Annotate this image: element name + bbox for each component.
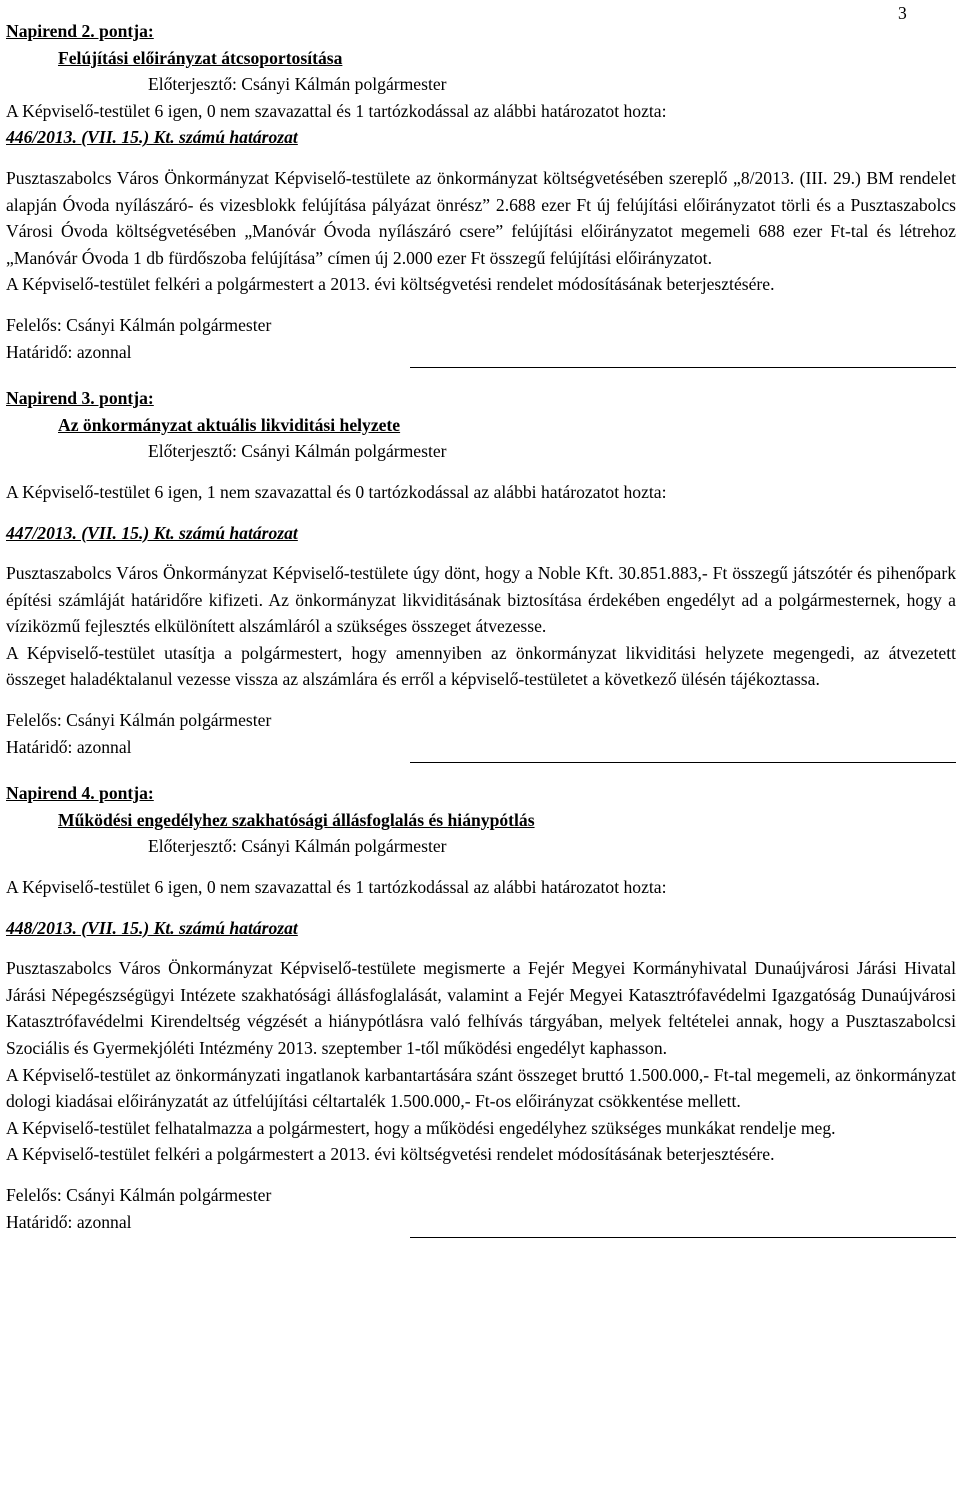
agenda-heading: Napirend 2. pontja: — [6, 21, 154, 41]
page-number: 3 — [898, 3, 907, 23]
separator-line — [410, 1237, 956, 1238]
responsible: Felelős: Csányi Kálmán polgármester — [6, 1184, 272, 1205]
separator-line — [410, 367, 956, 368]
agenda-section — [6, 385, 956, 763]
deadline: Határidő: azonnal — [6, 736, 132, 757]
responsible: Felelős: Csányi Kálmán polgármester — [6, 710, 272, 731]
agenda-heading: Napirend 4. pontja: — [6, 783, 154, 804]
deadline: Határidő: azonnal — [6, 1211, 132, 1232]
resolution-paragraph: A Képviselő-testület utasítja a polgármestert, hogy amennyiben az önkormányzat likviditási helyzete megengedi, az átvezetett összeget haladéktalanul vezesse vissza az alszámlára és erről a képviselő-testületet a következő ülésén tájékoztassa. — [6, 642, 956, 690]
vote-statement: A Képviselő-testület 6 igen, 0 nem szavazattal és 1 tartózkodással az alábbi határozatot hozta: — [6, 877, 667, 898]
agenda-section — [6, 780, 956, 1238]
resolution-paragraph: Pusztaszabolcs Város Önkormányzat Képviselő-testülete megismerte a Fejér Megyei Kormányhivatal Dunaújvárosi Járási Hivatal Járási Népegészségügyi Intézete szakhatósági állásfoglalását, valamint a Fejér Megyei Katasztrófavédelmi Igazgatóság Dunaújvárosi Katasztrófavédelmi Kirendeltség végzését a hiánypótlásra való felhívás tárgyában, melyek feltételei annak, hogy a Pusztaszabolcsi Szociális és Gyermekjóléti Intézmény 2013. szeptember 1-től működési engedélyt kaphasson. — [6, 958, 956, 1058]
resolution-paragraph: A Képviselő-testület felkéri a polgármestert a 2013. évi költségvetési rendelet módosításának beterjesztésére. — [6, 1144, 775, 1165]
resolution-number: 446/2013. (VII. 15.) Kt. számú határozat — [6, 127, 298, 148]
separator-line — [410, 762, 956, 763]
agenda-section — [6, 18, 956, 368]
vote-statement: A Képviselő-testület 6 igen, 0 nem szavazattal és 1 tartózkodással az alábbi határozatot hozta: — [6, 100, 667, 121]
agenda-heading: Napirend 3. pontja: — [6, 388, 154, 409]
resolution-number: 447/2013. (VII. 15.) Kt. számú határozat — [6, 522, 298, 543]
agenda-title: Felújítási előirányzat átcsoportosítása — [58, 47, 343, 68]
deadline: Határidő: azonnal — [6, 341, 132, 362]
document-body — [6, 18, 956, 1238]
presenter: Előterjesztő: Csányi Kálmán polgármester — [148, 441, 447, 462]
agenda-title: Működési engedélyhez szakhatósági állásfoglalás és hiánypótlás — [58, 809, 535, 830]
resolution-paragraph: A Képviselő-testület az önkormányzati ingatlanok karbantartására szánt összeget bruttó 1.500.000,- Ft-tal megemeli, az önkormányzat dologi kiadásai előirányzatát az útfelújítási céltartalék 1.500.000,- Ft-os előirányzat csökkentése mellett. — [6, 1064, 956, 1112]
resolution-paragraph: A Képviselő-testület felhatalmazza a polgármestert, hogy a működési engedélyhez szükséges munkákat rendelje meg. — [6, 1117, 836, 1138]
resolution-paragraph: A Képviselő-testület felkéri a polgármestert a 2013. évi költségvetési rendelet módosításának beterjesztésére. — [6, 274, 775, 295]
resolution-paragraph: Pusztaszabolcs Város Önkormányzat Képviselő-testülete az önkormányzat költségvetésében szereplő „8/2013. (III. 29.) BM rendelet alapján Óvoda nyílászáró- és vizesblokk felújítása pályázat önrész” 2.688 ezer Ft új felújítási előirányzatot törli és a Pusztaszabolcs Városi Óvoda költségvetésében „Manóvár Óvoda nyílászáró csere” felújítási előirányzatot megemeli 688 ezer Ft-tal és létrehoz „Manóvár Óvoda 1 db fürdőszoba felújítása” címen új 2.000 ezer Ft összegű felújítási előirányzatot. — [6, 167, 956, 268]
presenter: Előterjesztő: Csányi Kálmán polgármester — [148, 836, 447, 857]
responsible: Felelős: Csányi Kálmán polgármester — [6, 314, 272, 335]
vote-statement: A Képviselő-testület 6 igen, 1 nem szavazattal és 0 tartózkodással az alábbi határozatot hozta: — [6, 481, 667, 502]
resolution-paragraph: Pusztaszabolcs Város Önkormányzat Képviselő-testülete úgy dönt, hogy a Noble Kft. 30.851.883,- Ft összegű játszótér és pihenőpark építési számláját határidőre kifizeti. Az önkormányzat likviditásának biztosítása érdekében engedélyt ad a polgármesternek, hogy a víziközmű fejlesztés elkülönített alszámláról a szükséges összeget átvezesse. — [6, 563, 956, 637]
presenter: Előterjesztő: Csányi Kálmán polgármester — [148, 74, 447, 95]
agenda-title: Az önkormányzat aktuális likviditási helyzete — [58, 414, 401, 435]
resolution-number: 448/2013. (VII. 15.) Kt. számú határozat — [6, 917, 298, 938]
